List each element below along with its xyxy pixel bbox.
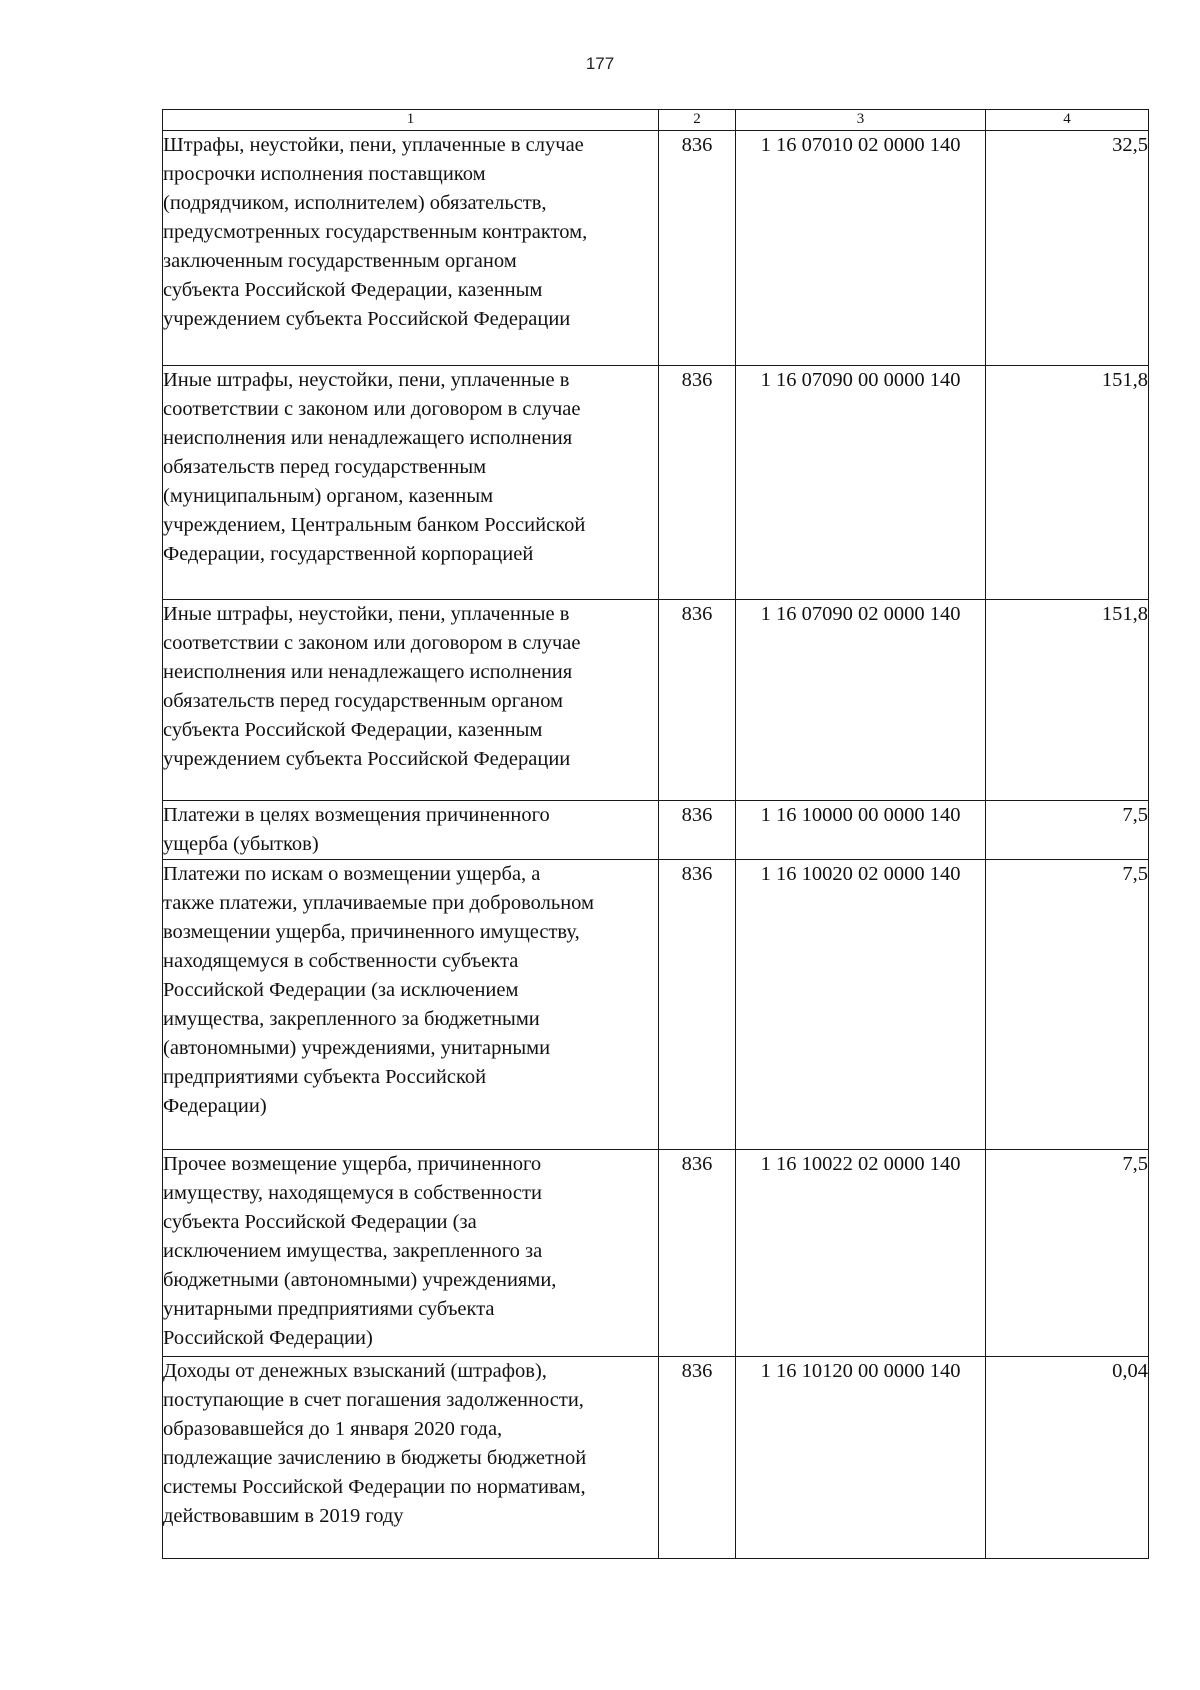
amount-cell: 0,04: [986, 1357, 1149, 1559]
kbk-code-cell: 1 16 07090 00 0000 140: [736, 366, 986, 600]
revenue-name-cell: [163, 860, 659, 1150]
revenue-name-cell: [163, 600, 659, 801]
revenue-name-line: обязательств перед государственным органом: [163, 690, 564, 712]
admin-code-cell: 836: [659, 131, 736, 366]
revenue-name-line: просрочки исполнения поставщиком: [163, 163, 486, 185]
amount-cell: 7,5: [986, 801, 1149, 860]
revenue-name-line: соответствии с законом или договором в случае: [163, 398, 581, 420]
revenue-name-cell: [163, 1150, 659, 1357]
table-row: [163, 801, 1149, 860]
revenue-name-line: неисполнения или ненадлежащего исполнения: [163, 661, 573, 683]
amount-cell: 151,8: [986, 600, 1149, 801]
kbk-code-cell: 1 16 10000 00 0000 140: [736, 801, 986, 860]
table-row: [163, 131, 1149, 366]
revenue-name-line: предприятиями субъекта Российской: [163, 1066, 487, 1088]
revenue-name-cell: [163, 366, 659, 600]
revenue-name-line: бюджетными (автономными) учреждениями,: [163, 1269, 557, 1291]
revenue-name-line: Штрафы, неустойки, пени, уплаченные в случае: [163, 134, 584, 156]
revenue-name-line: соответствии с законом или договором в случае: [163, 632, 581, 654]
revenue-name-line: унитарными предприятиями субъекта: [163, 1298, 495, 1320]
revenue-name-cell: [163, 1357, 659, 1559]
kbk-code-cell: 1 16 10020 02 0000 140: [736, 860, 986, 1150]
kbk-code-cell: 1 16 10022 02 0000 140: [736, 1150, 986, 1357]
revenue-name-line: субъекта Российской Федерации, казенным: [163, 279, 543, 301]
revenue-name-line: субъекта Российской Федерации, казенным: [163, 719, 543, 741]
revenue-name-line: неисполнения или ненадлежащего исполнения: [163, 427, 573, 449]
revenue-name-line: образовавшейся до 1 января 2020 года,: [163, 1418, 503, 1440]
amount-cell: 7,5: [986, 1150, 1149, 1357]
revenue-name-line: имущества, закрепленного за бюджетными: [163, 1008, 540, 1030]
kbk-code-cell: 1 16 07010 02 0000 140: [736, 131, 986, 366]
revenue-name-line: системы Российской Федерации по нормативам,: [163, 1476, 586, 1498]
revenue-name-line: заключенным государственным органом: [163, 250, 517, 272]
column-header-3: 3: [736, 110, 986, 131]
table-row: [163, 366, 1149, 600]
revenue-name-line: Доходы от денежных взысканий (штрафов),: [163, 1360, 547, 1382]
revenue-name-line: Российской Федерации (за исключением: [163, 979, 519, 1001]
table-row: [163, 860, 1149, 1150]
revenue-table: [162, 109, 1149, 1559]
page-number: 177: [585, 54, 615, 73]
revenue-name-line: исключением имущества, закрепленного за: [163, 1240, 543, 1262]
revenue-name-line: обязательств перед государственным: [163, 456, 487, 478]
column-header-4: 4: [986, 110, 1149, 131]
amount-cell: 151,8: [986, 366, 1149, 600]
revenue-name-line: Федерации, государственной корпорацией: [163, 543, 534, 565]
column-number-row: [163, 110, 1149, 131]
table-row: [163, 1357, 1149, 1559]
revenue-name-line: Российской Федерации): [163, 1327, 373, 1349]
revenue-name-line: учреждением, Центральным банком Российской: [163, 514, 586, 536]
revenue-name-line: (подрядчиком, исполнителем) обязательств,: [163, 192, 547, 214]
admin-code-cell: 836: [659, 801, 736, 860]
revenue-name-line: подлежащие зачислению в бюджеты бюджетной: [163, 1447, 587, 1469]
revenue-name-line: поступающие в счет погашения задолженности,: [163, 1389, 584, 1411]
revenue-name-line: возмещении ущерба, причиненного имуществу,: [163, 921, 580, 943]
admin-code-cell: 836: [659, 600, 736, 801]
admin-code-cell: 836: [659, 366, 736, 600]
revenue-name-line: Платежи в целях возмещения причиненного: [163, 804, 550, 826]
table-row: [163, 600, 1149, 801]
revenue-name-line: Платежи по искам о возмещении ущерба, а: [163, 863, 541, 885]
amount-cell: 32,5: [986, 131, 1149, 366]
table-row: [163, 1150, 1149, 1357]
revenue-name-line: находящемуся в собственности субъекта: [163, 950, 519, 972]
revenue-name-line: Иные штрафы, неустойки, пени, уплаченные в: [163, 369, 570, 391]
column-header-2: 2: [659, 110, 736, 131]
admin-code-cell: 836: [659, 860, 736, 1150]
revenue-name-line: Иные штрафы, неустойки, пени, уплаченные в: [163, 603, 570, 625]
revenue-name-line: Федерации): [163, 1095, 267, 1117]
revenue-name-line: действовавшим в 2019 году: [163, 1505, 404, 1527]
admin-code-cell: 836: [659, 1150, 736, 1357]
revenue-name-line: учреждением субъекта Российской Федерации: [163, 748, 571, 770]
kbk-code-cell: 1 16 10120 00 0000 140: [736, 1357, 986, 1559]
revenue-name-line: учреждением субъекта Российской Федерации: [163, 308, 571, 330]
revenue-name-line: (автономными) учреждениями, унитарными: [163, 1037, 551, 1059]
column-header-1: 1: [163, 110, 659, 131]
admin-code-cell: 836: [659, 1357, 736, 1559]
revenue-name-line: предусмотренных государственным контрактом,: [163, 221, 588, 243]
revenue-name-line: Прочее возмещение ущерба, причиненного: [163, 1153, 542, 1175]
revenue-name-line: (муниципальным) органом, казенным: [163, 485, 494, 507]
kbk-code-cell: 1 16 07090 02 0000 140: [736, 600, 986, 801]
revenue-name-line: субъекта Российской Федерации (за: [163, 1211, 477, 1233]
revenue-name-cell: [163, 801, 659, 860]
revenue-name-cell: [163, 131, 659, 366]
amount-cell: 7,5: [986, 860, 1149, 1150]
revenue-name-line: также платежи, уплачиваемые при добровольном: [163, 892, 595, 914]
revenue-name-line: ущерба (убытков): [163, 833, 319, 855]
revenue-name-line: имуществу, находящемуся в собственности: [163, 1182, 542, 1204]
